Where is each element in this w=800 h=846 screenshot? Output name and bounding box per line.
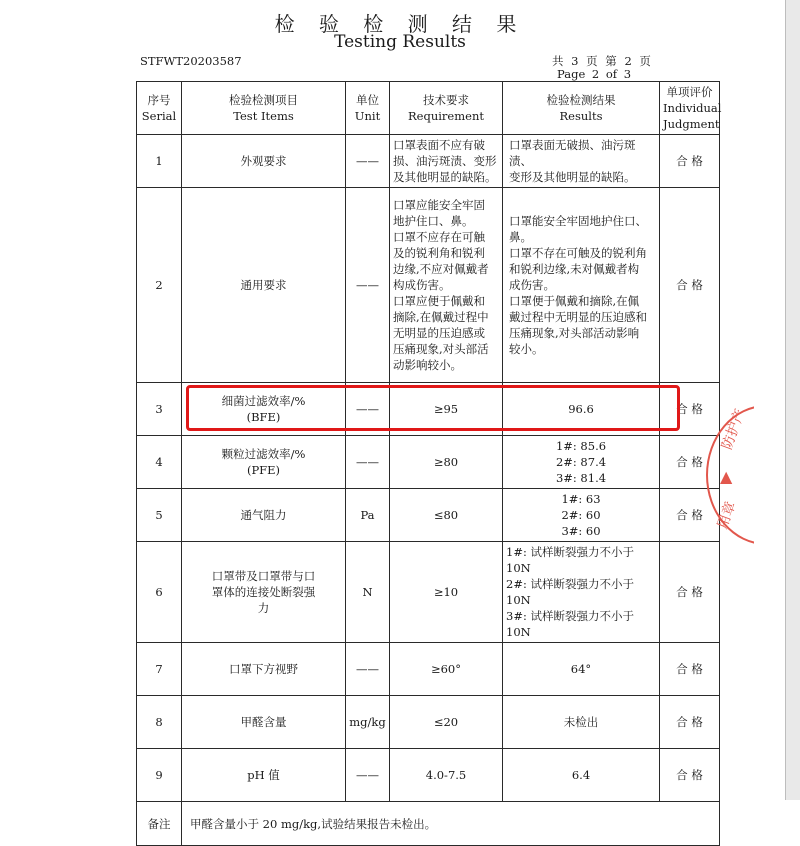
requirement-cell: ≥95	[390, 383, 503, 436]
test-item-cell: 外观要求	[182, 135, 346, 188]
unit-cell: ——	[346, 383, 390, 436]
test-item-cell: 通气阻力	[182, 489, 346, 542]
requirement-cell: ≤20	[390, 696, 503, 749]
report-number: STFWT20203587	[140, 54, 242, 68]
result-cell: 口罩表面无破损、油污斑渍、 变形及其他明显的缺陷。	[503, 135, 660, 188]
table-row	[137, 436, 720, 489]
unit-cell: ——	[346, 643, 390, 696]
judgment-cell: 合 格	[660, 696, 720, 749]
result-cell: 1#: 63 2#: 60 3#: 60	[503, 489, 660, 542]
test-item-cell: 甲醛含量	[182, 696, 346, 749]
table-header-row	[137, 82, 720, 135]
table-row	[137, 188, 720, 383]
requirement-cell: 口罩表面不应有破 损、油污斑渍、变形 及其他明显的缺陷。	[390, 135, 503, 188]
header-test-items: 检验检测项目 Test Items	[182, 82, 346, 135]
requirement-cell: ≥80	[390, 436, 503, 489]
table-row	[137, 643, 720, 696]
page-indicator-chinese: 共 3 页 第 2 页	[552, 54, 651, 68]
requirement-cell: ≥60°	[390, 643, 503, 696]
serial-cell: 1	[137, 135, 182, 188]
table-row	[137, 696, 720, 749]
seal-text-top: 防护产	[719, 406, 749, 452]
result-cell: 6.4	[503, 749, 660, 802]
result-cell: 口罩能安全牢固地护住口、 鼻。 口罩不存在可触及的锐利角 和锐利边缘,未对佩戴者构 成伤害。 口罩便于佩戴和摘除,在佩 戴过程中无明显的压迫感和 压痛现象,对头部活动影响 较小。	[503, 188, 660, 383]
requirement-cell: 口罩应能安全牢固 地护住口、鼻。 口罩不应存在可触 及的锐利角和锐利 边缘,不应对佩戴者 构成伤害。 口罩应便于佩戴和 摘除,在佩戴过程中 无明显的压迫感或 压痛现象,对头部活 动影响较小。	[390, 188, 503, 383]
test-item-cell: 颗粒过滤效率/% (PFE)	[182, 436, 346, 489]
unit-cell: ——	[346, 749, 390, 802]
table-row	[137, 489, 720, 542]
table-row	[137, 542, 720, 643]
unit-cell: N	[346, 542, 390, 643]
judgment-cell: 合 格	[660, 135, 720, 188]
requirement-cell: ≤80	[390, 489, 503, 542]
judgment-cell: 合 格	[660, 749, 720, 802]
test-item-cell: 口罩下方视野	[182, 643, 346, 696]
serial-cell: 5	[137, 489, 182, 542]
unit-cell: mg/kg	[346, 696, 390, 749]
header-requirement: 技术要求 Requirement	[390, 82, 503, 135]
results-table	[136, 81, 720, 846]
requirement-cell: 4.0-7.5	[390, 749, 503, 802]
seal-text-bottom: 用章	[714, 499, 740, 532]
unit-cell: ——	[346, 188, 390, 383]
serial-cell: 2	[137, 188, 182, 383]
page-indicator-english: Page 2 of 3	[557, 67, 632, 81]
note-label: 备注	[137, 802, 182, 846]
title-english: Testing Results	[334, 32, 466, 52]
unit-cell: ——	[346, 436, 390, 489]
serial-cell: 7	[137, 643, 182, 696]
judgment-cell: 合 格	[660, 383, 720, 436]
test-item-cell: 口罩带及口罩带与口 罩体的连接处断裂强 力	[182, 542, 346, 643]
serial-cell: 4	[137, 436, 182, 489]
seal-star-icon: ▲	[720, 467, 733, 486]
result-cell: 1#: 试样断裂强力不小于 10N 2#: 试样断裂强力不小于 10N 3#: 试样断裂强力不小于 10N	[503, 542, 660, 643]
test-item-cell: 细菌过滤效率/% (BFE)	[182, 383, 346, 436]
test-item-cell: pH 值	[182, 749, 346, 802]
result-cell: 64°	[503, 643, 660, 696]
bfe-highlight-box	[186, 385, 680, 431]
serial-cell: 6	[137, 542, 182, 643]
table-row	[137, 749, 720, 802]
serial-cell: 8	[137, 696, 182, 749]
result-cell: 未检出	[503, 696, 660, 749]
table-row	[137, 135, 720, 188]
result-cell: 96.6	[503, 383, 660, 436]
judgment-cell: 合 格	[660, 542, 720, 643]
test-item-cell: 通用要求	[182, 188, 346, 383]
title-chinese: 检 验 检 测 结 果	[274, 12, 526, 36]
red-seal-stamp	[700, 405, 754, 545]
serial-cell: 3	[137, 383, 182, 436]
judgment-cell: 合 格	[660, 643, 720, 696]
note-row	[137, 802, 720, 846]
header-results: 检验检测结果 Results	[503, 82, 660, 135]
header-unit: 单位 Unit	[346, 82, 390, 135]
header-judgment: 单项评价 Individual Judgment	[660, 82, 720, 135]
judgment-cell: 合 格	[660, 188, 720, 383]
serial-cell: 9	[137, 749, 182, 802]
unit-cell: ——	[346, 135, 390, 188]
unit-cell: Pa	[346, 489, 390, 542]
requirement-cell: ≥10	[390, 542, 503, 643]
result-cell: 1#: 85.6 2#: 87.4 3#: 81.4	[503, 436, 660, 489]
page-edge	[785, 0, 800, 800]
judgment-cell: 合 格	[660, 436, 720, 489]
judgment-cell: 合 格	[660, 489, 720, 542]
header-serial: 序号 Serial	[137, 82, 182, 135]
note-text: 甲醛含量小于 20 mg/kg,试验结果报告未检出。	[182, 802, 720, 846]
